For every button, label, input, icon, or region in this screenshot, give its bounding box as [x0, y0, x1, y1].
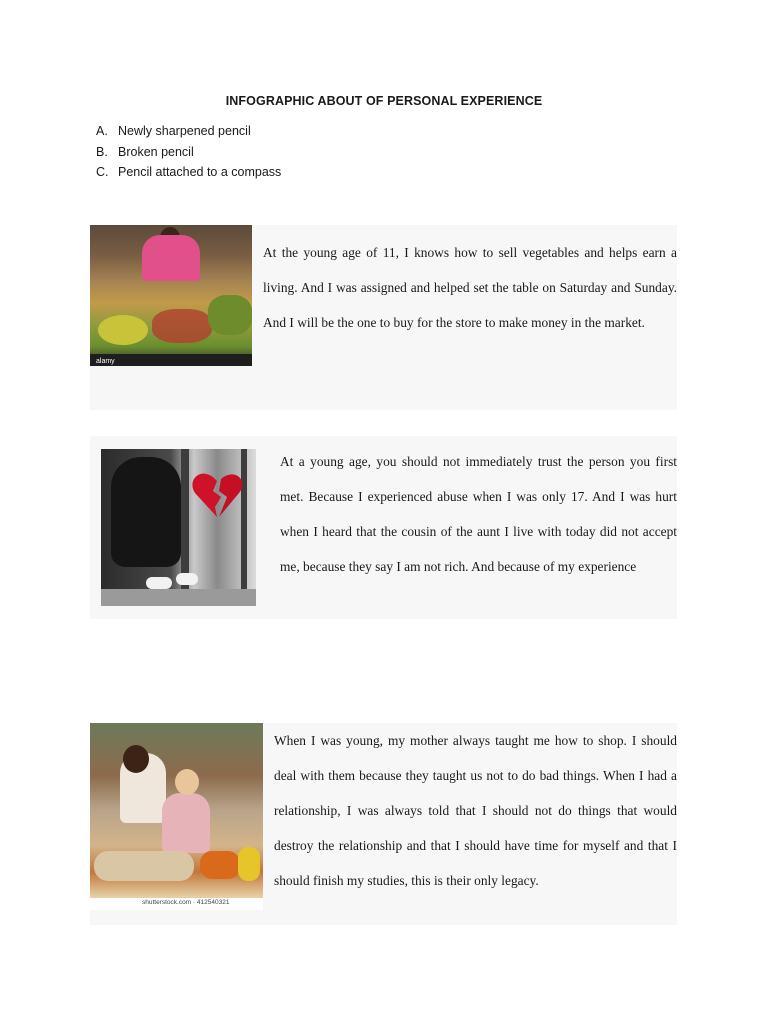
experience-section-1	[90, 225, 677, 410]
paragraph: When I was young, my mother always taught me how to shop. I should deal with them because they taught us not to do bad things. When I had a relationship, I was always told that I should not do things that would destroy the relationship and that I should have time for myself and that I should finish my studies, this is their only legacy.	[274, 733, 677, 888]
market-vendor-photo	[90, 225, 252, 366]
paragraph: At a young age, you should not immediately trust the person you first met. Because I experienced abuse when I was only 17. And I was hurt when I heard that the cousin of the aunt I live with today did not accept me, because they say I am not rich. And because of my experience	[280, 454, 677, 574]
experience-section-2	[90, 436, 677, 619]
option-letter: A.	[96, 124, 108, 138]
sad-person-photo	[101, 449, 256, 606]
option-text: Newly sharpened pencil	[118, 124, 251, 138]
document-title: INFOGRAPHIC ABOUT OF PERSONAL EXPERIENCE	[225, 94, 543, 108]
options-list	[96, 124, 281, 186]
experience-section-3	[90, 723, 677, 925]
mother-daughter-shopping-photo	[90, 723, 263, 910]
paragraph: At the young age of 11, I knows how to sell vegetables and helps earn a living. And I was assigned and helped set the table on Saturday and Sunday. And I will be the one to buy for the store to make money in the market.	[263, 245, 677, 330]
image-credit: shutterstock.com · 412540321	[142, 899, 230, 906]
broken-heart-icon	[189, 467, 245, 523]
option-text: Broken pencil	[118, 144, 194, 159]
option-text: Pencil attached to a compass	[118, 165, 282, 179]
option-letter: B.	[96, 144, 108, 159]
option-b	[96, 145, 281, 166]
image-watermark: alamy	[96, 358, 115, 365]
option-letter: C.	[96, 165, 109, 179]
option-a	[96, 124, 281, 145]
option-c	[96, 165, 281, 186]
